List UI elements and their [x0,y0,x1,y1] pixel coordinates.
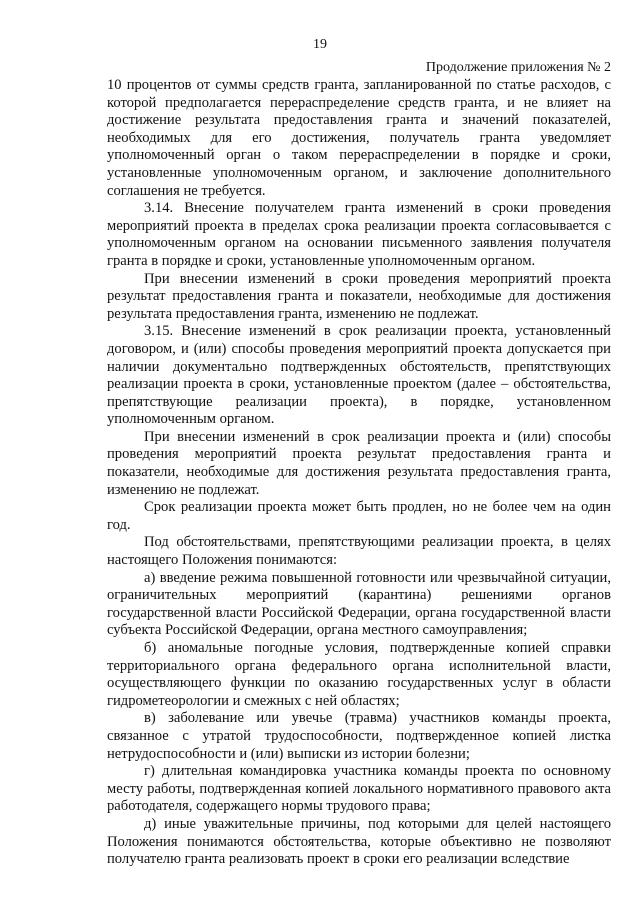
paragraph-3-15: 3.15. Внесение изменений в срок реализации проекта, установленный договором, и (или) способы проведения мероприятий проекта допускается при наличии документально подтвержденных обстоятельств, препятствующих реализации проекта в сроки, установленные проектом (далее – обстоятельства, препятствующие реализации проекта), в порядке, установленном уполномоченным органом. [107,323,611,428]
document-body [107,77,611,869]
list-item-b: б) аномальные погодные условия, подтвержденные копией справки территориального органа федерального органа исполнительной власти, осуществляющего функции по оказанию государственных услуг в области гидрометеорологии и смежных с ней областях; [107,640,611,709]
paragraph-extension-limit: Срок реализации проекта может быть продлен, но не более чем на один год. [107,499,611,533]
paragraph-3-14: 3.14. Внесение получателем гранта изменений в сроки проведения мероприятий проекта в пределах срока реализации проекта согласовывается с уполномоченным органом на основании письменного заявления получателя гранта в порядке и сроки, установленные уполномоченным органом. [107,200,611,269]
appendix-continuation-note: Продолжение приложения № 2 [425,60,611,75]
list-item-g: г) длительная командировка участника команды проекта по основному месту работы, подтвержденная копией локального нормативного правового акта работодателя, содержащего нормы трудового права; [107,763,611,815]
paragraph-3-14-note: При внесении изменений в сроки проведения мероприятий проекта результат предоставления гранта и показатели, необходимые для достижения результата предоставления гранта, изменению не подлежат. [107,270,611,322]
list-item-v: в) заболевание или увечье (травма) участников команды проекта, связанное с утратой трудоспособности, подтвержденное копией листка нетрудоспособности и (или) выписки из истории болезни; [107,710,611,762]
page-number: 19 [313,37,327,52]
paragraph-continuation: 10 процентов от суммы средств гранта, запланированной по статье расходов, с которой предполагается перераспределение средств гранта, и не влияет на достижение результата предоставления гранта и значений показателей, необходимых для его достижения, получатель гранта уведомляет уполномоченный орган о таком перераспределении в порядке и сроки, установленные уполномоченным органом, и заключение дополнительного соглашения не требуется. [107,77,611,199]
paragraph-circumstances-intro: Под обстоятельствами, препятствующими реализации проекта, в целях настоящего Положения понимаются: [107,534,611,569]
list-item-d: д) иные уважительные причины, под которыми для целей настоящего Положения понимаются обстоятельства, которые объективно не позволяют получателю гранта реализовать проект в сроки его реализации вследствие [107,815,611,868]
list-item-a: а) введение режима повышенной готовности или чрезвычайной ситуации, ограничительных мероприятий (карантина) решениями органов государственной власти Российской Федерации, органа государственной власти субъекта Российской Федерации, органа местного самоуправления; [107,569,611,639]
paragraph-3-15-note: При внесении изменений в срок реализации проекта и (или) способы проведения мероприятий проекта результат предоставления гранта и показатели, необходимые для достижения результата предоставления гранта, изменению не подлежат. [107,428,611,498]
